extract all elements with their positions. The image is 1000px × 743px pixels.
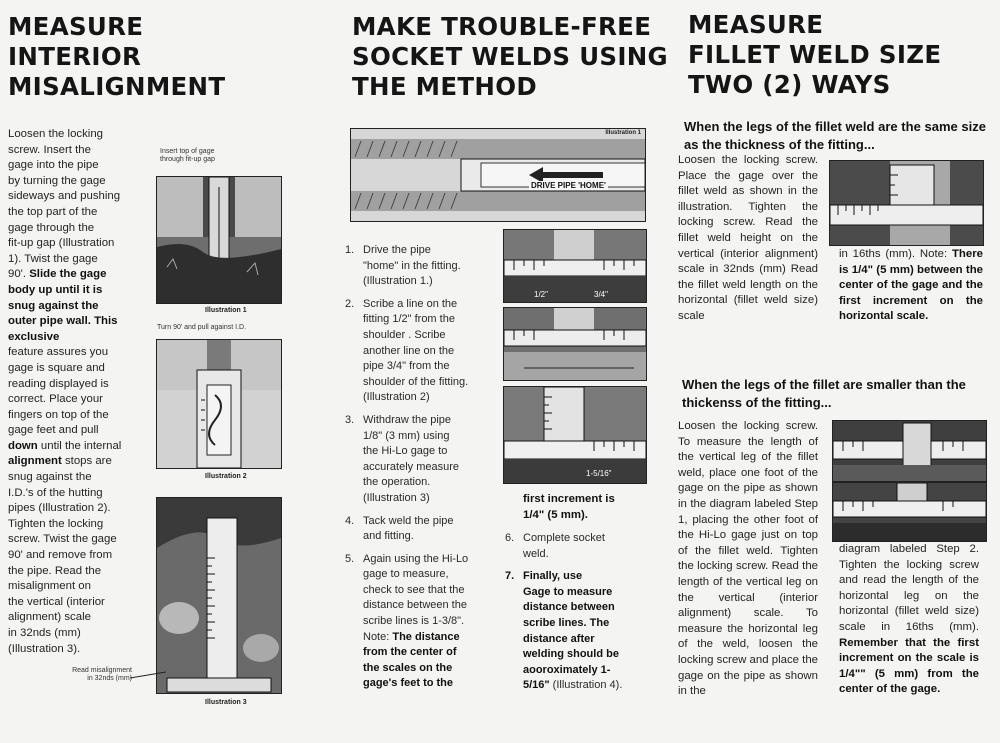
fillet-subheading-2: When the legs of the fillet are smaller than the thickenss of the fitting... (682, 377, 966, 410)
col1-body-line: gage feet and pull (8, 424, 99, 437)
col1-body-line: screw. Twist the gage (8, 533, 117, 546)
col1-body-line: Loosen the locking (8, 128, 103, 140)
col2-title (352, 12, 668, 102)
illustration-1-image (156, 176, 282, 304)
caption-read-line-2: in 32nds (mm) (87, 675, 132, 682)
drive-pipe-label: DRIVE PIPE 'HOME' (531, 181, 606, 190)
col1-body-line: screw. Insert the (8, 143, 91, 156)
socket-illustration-3-image (503, 307, 647, 381)
socket-steps-list (345, 243, 497, 699)
socket-drive-graphic (351, 129, 645, 221)
step-6: 6. Complete socket weld. (505, 532, 605, 560)
col1-body-line: the pipe. Read the (8, 564, 102, 577)
dim-label-threequarter: 3/4" (594, 290, 608, 299)
col1-body-line: 90'. Slide the gage (8, 268, 107, 281)
col1-body-line: alignment stops are (8, 455, 112, 468)
illustration-3-graphic (157, 498, 281, 693)
fillet-step1-graphic (833, 421, 986, 481)
caption-read-misalignment (40, 667, 132, 683)
col2-title-line-3: THE METHOD (352, 72, 537, 101)
socket-steps-list-2 (505, 531, 647, 701)
col1-body-line: correct. Place your (8, 393, 103, 406)
col3-title-line-2: FILLET WELD SIZE (688, 40, 942, 69)
col1-title-line-3: MISALIGNMENT (8, 72, 226, 101)
caption-insert-gage (160, 148, 215, 164)
col1-body-line: fingers on top of the (8, 408, 109, 421)
leader-line-graphic (130, 668, 170, 688)
illustration-1-label: Illustration 1 (205, 307, 247, 314)
col1-body-line: the top part of the (8, 205, 98, 218)
col1-body-line: by turning the gage (8, 174, 106, 187)
col1-body-line: the vertical (interior (8, 595, 105, 608)
socket-illustration-4-image (503, 386, 647, 484)
col1-body-line: feature assures you (8, 346, 109, 359)
col1-title-line-1: MEASURE (8, 12, 144, 41)
fillet-para-1-right: in 16ths (mm). Note: There is 1/4" (5 mm) between the center of the gage and the first increment on the horizontal scale. (839, 248, 983, 323)
col2-title-line-1: MAKE TROUBLE-FREE (352, 12, 652, 41)
scale-graphic-2 (504, 230, 646, 302)
fillet-subheading-1: When the legs of the fillet weld are the same size as the thickness of the fitting... (684, 119, 986, 152)
scale-graphic-3 (504, 308, 646, 380)
col1-body-line: pipes (Illustration 2). (8, 502, 111, 515)
illustration-2-label: Illustration 2 (205, 473, 247, 480)
caption-turn-90: Turn 90' and pull against I.D. (157, 324, 247, 331)
col1-body-text (8, 127, 158, 657)
col3-title-line-1: MEASURE (688, 10, 824, 39)
illustration-1-graphic (157, 177, 281, 303)
col3-title (688, 10, 941, 100)
col1-body-line: misalignment on (8, 580, 91, 593)
col1-body-line: 1). Twist the gage (8, 252, 98, 265)
col1-body-line: reading displayed is (8, 377, 109, 390)
illustration-2-image (156, 339, 282, 469)
fillet-step2-graphic (833, 483, 986, 541)
fillet-graphic-1 (830, 161, 983, 245)
step-4: 4. Tack weld the pipe and fitting. (345, 514, 454, 543)
col2-continued-text: first increment is 1/4" (5 mm). (523, 493, 615, 521)
illustration-3-image (156, 497, 282, 694)
col1-body-line: outer pipe wall. This (8, 315, 118, 328)
illustration-2-graphic (157, 340, 281, 468)
col1-title-line-2: INTERIOR (8, 42, 142, 71)
fillet-same-size-image (829, 160, 984, 246)
fillet-step-1-image (832, 420, 987, 482)
col1-body-line: exclusive (8, 330, 60, 343)
socket-illustration-1-image (350, 128, 646, 222)
step-5: 5. Again using the Hi-Lo gage to measure, check to see that the distance between the scribe lines is 1-3/8". Note: The distance from the center of the scales on the gage's feet to the (345, 552, 469, 690)
socket-illustration-2-image (503, 229, 647, 303)
col1-title (8, 12, 225, 102)
step-2: 2. Scribe a line on the fitting 1/2" from the shoulder . Scribe another line on the pipe 3/4" from the shoulder of the fitting. (Illustration 2) (345, 297, 469, 404)
col1-body-line: alignment) scale (8, 611, 91, 624)
caption-insert-line-1: Insert top of gage (160, 148, 215, 155)
col1-body-line: (Illustration 3). (8, 642, 81, 655)
socket-illustration-tag: Illustration 1 (605, 130, 641, 136)
scale-graphic-4 (504, 387, 646, 483)
col1-body-line: Tighten the locking (8, 517, 104, 530)
col1-body-line: gage is square and (8, 361, 105, 374)
col1-body-line: snug against the (8, 471, 92, 484)
step-7: 7. Finally, use Gage to measure distance between scribe lines. The distance after welding should be aooroximately 1- 5/16" (Illustration 4). (505, 570, 623, 692)
caption-read-line-1: Read misalignment (72, 667, 132, 674)
fillet-step-2-image (832, 482, 987, 542)
col1-body-line: gage into the pipe (8, 159, 99, 172)
illustration-3-label: Illustration 3 (205, 699, 247, 706)
fillet-para-1-left: Loosen the locking screw. Place the gage over the fillet weld as shown in the illustration. Tighten the locking screw. Read the fillet weld height on the vertical (interior alignment) scale in 32nds (mm) Read the fillet weld length on the horizontal (fillet weld size) scale (678, 154, 818, 322)
step-3: 3. Withdraw the pipe 1/8" (3 mm) using the Hi-Lo gage to accurately measure the operation. (Illustration 3) (345, 413, 459, 504)
col1-body-line: fit-up gap (Illustration (8, 237, 115, 250)
dim-label-half: 1/2" (534, 290, 548, 299)
col1-body-line: 90' and remove from (8, 549, 113, 562)
col1-body-line: in 32nds (mm) (8, 627, 81, 639)
col1-body-line: body up until it is (8, 283, 103, 296)
dim-label-final: 1-5/16" (586, 469, 612, 478)
col1-body-line: gage through the (8, 221, 95, 234)
step-1: 1. Drive the pipe "home" in the fitting. (Illustration 1.) (345, 244, 461, 288)
fillet-para-2-right: diagram labeled Step 2. Tighten the locking screw and read the length of the horizontal leg on the horizontal (fillet weld size) scale in 16ths (mm). Remember that the first increment on the scale is 1/4"" (5 mm) from the center of the gage. (839, 543, 979, 696)
col1-body-line: down until the internal (8, 439, 122, 452)
col1-body-line: I.D.'s of the hutting (8, 486, 103, 499)
caption-insert-line-2: through fit-up gap (160, 156, 215, 163)
col2-title-line-2: SOCKET WELDS USING (352, 42, 668, 71)
fillet-para-2-left: Loosen the locking screw. To measure the length of the vertical leg of the fillet weld, place one foot of the gage on the pipe as shown in the diagram labeled Step 1, placing the other foot of the Hi-Lo gage just on top of the fillet weld. Tighten the locking screw. Read the length of the vertical leg on the vertical (interior alignment) scale. To measure the horizontal leg of the weld, loosen the locking screw and place the gage on the pipe as shown in the (678, 420, 818, 698)
col1-body-line: sideways and pushing (8, 190, 121, 203)
col1-body-line: snug against the (8, 299, 99, 312)
col3-title-line-3: TWO (2) WAYS (688, 70, 891, 99)
